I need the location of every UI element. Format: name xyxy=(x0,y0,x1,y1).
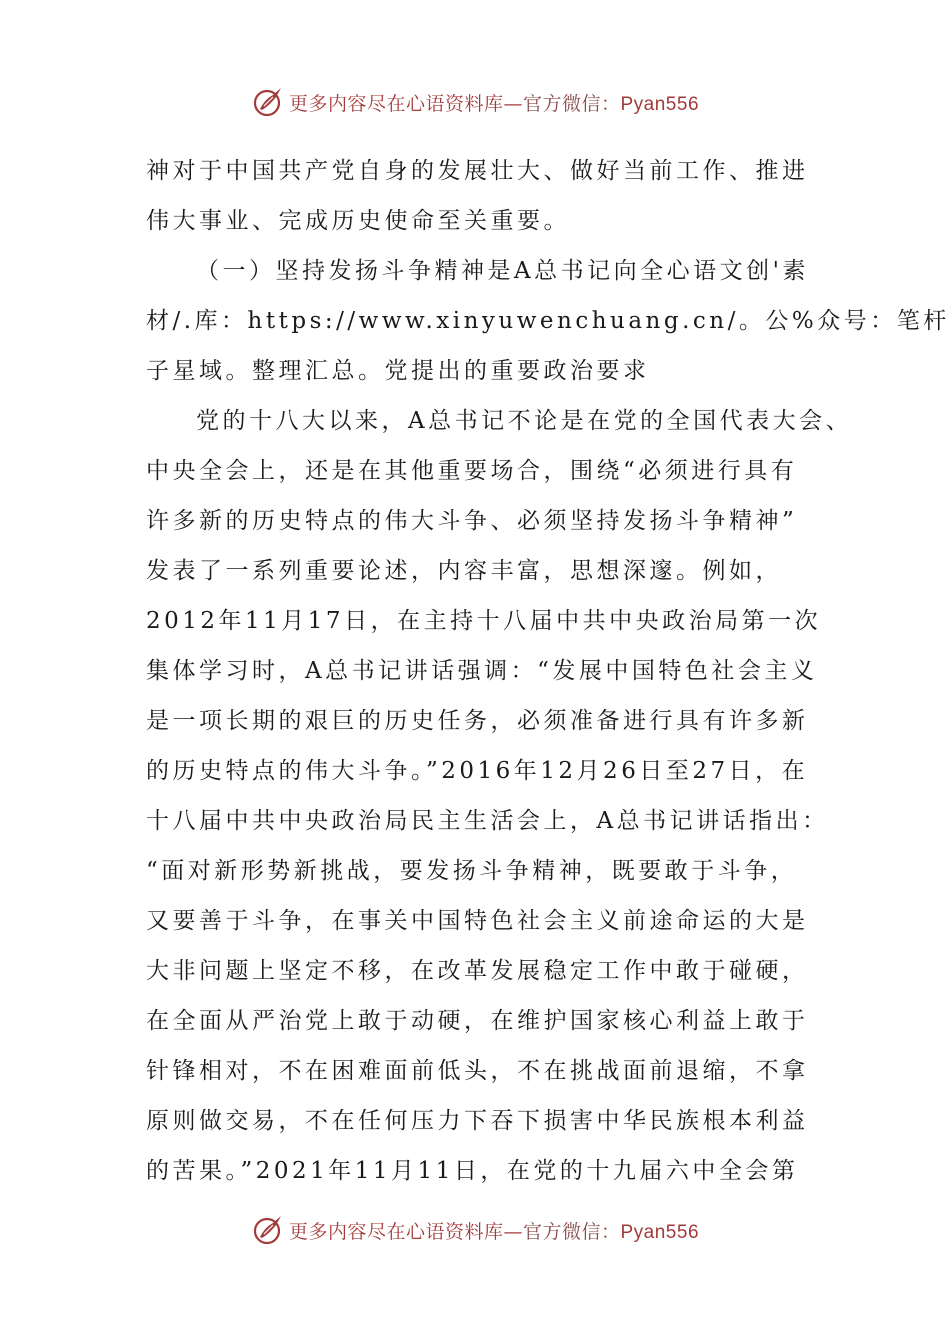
text-line: 发表了一系列重要论述，内容丰富，思想深邃。例如， xyxy=(146,558,782,584)
text-line: 中央全会上，还是在其他重要场合，围绕“必须进行具有 xyxy=(146,458,798,484)
section-heading-line: （一）坚持发扬斗争精神是A总书记向全心语文创'素 xyxy=(196,258,809,284)
text-line: 的历史特点的伟大斗争。”2016年12月26日至27日，在 xyxy=(146,758,809,784)
text-line: 集体学习时，A总书记讲话强调：“发展中国特色社会主义 xyxy=(146,658,818,684)
pen-logo-icon xyxy=(251,1213,285,1247)
text-line: 原则做交易，不在任何压力下吞下损害中华民族根本利益 xyxy=(146,1108,809,1134)
text-line: 的苦果。”2021年11月11日，在党的十九届六中全会第 xyxy=(146,1158,799,1184)
banner-dash: — xyxy=(503,92,523,115)
text-line: 神对于中国共产党自身的发展壮大、做好当前工作、推进 xyxy=(146,158,809,184)
banner-wechat-label: 官方微信： xyxy=(522,92,621,115)
text-line: 针锋相对，不在困难面前低头，不在挑战面前退缩，不拿 xyxy=(146,1058,809,1084)
text-line: “面对新形势新挑战，要发扬斗争精神，既要敢于斗争， xyxy=(146,858,798,884)
banner-wechat-id: Pyan556 xyxy=(620,93,700,115)
document-body xyxy=(146,146,950,1196)
paragraph-start-line: 党的十八大以来，A总书记不论是在党的全国代表大会、 xyxy=(196,408,853,434)
text-line: 许多新的历史特点的伟大斗争、必须坚持发扬斗争精神” xyxy=(146,508,798,534)
text-line: 大非问题上坚定不移，在改革发展稳定工作中敢于碰硬， xyxy=(146,958,809,984)
banner-main-text: 更多内容尽在心语资料库 xyxy=(288,1220,504,1243)
text-line-url: 材/.库：https://www.xinyuwenchuang.cn/。公%众号：笔杆 xyxy=(146,308,950,334)
text-line: 在全面从严治党上敢于动硬，在维护国家核心利益上敢于 xyxy=(146,1008,809,1034)
text-line: 2012年11月17日，在主持十八届中共中央政治局第一次 xyxy=(146,608,822,634)
banner-wechat-id: Pyan556 xyxy=(620,1221,700,1243)
footer-banner xyxy=(0,1210,950,1250)
pen-logo-icon xyxy=(251,85,285,119)
banner-wechat-label: 官方微信： xyxy=(522,1220,621,1243)
text-line: 子星域。整理汇总。党提出的重要政治要求 xyxy=(146,358,650,384)
text-line: 十八届中共中央政治局民主生活会上，A总书记讲话指出： xyxy=(146,808,829,834)
banner-text xyxy=(289,1217,699,1244)
text-line: 伟大事业、完成历史使命至关重要。 xyxy=(146,208,570,234)
text-line: 又要善于斗争，在事关中国特色社会主义前途命运的大是 xyxy=(146,908,809,934)
text-line: 是一项长期的艰巨的历史任务，必须准备进行具有许多新 xyxy=(146,708,809,734)
banner-dash: — xyxy=(503,1220,523,1243)
banner-text xyxy=(289,89,699,116)
header-banner xyxy=(0,82,950,122)
banner-main-text: 更多内容尽在心语资料库 xyxy=(288,92,504,115)
